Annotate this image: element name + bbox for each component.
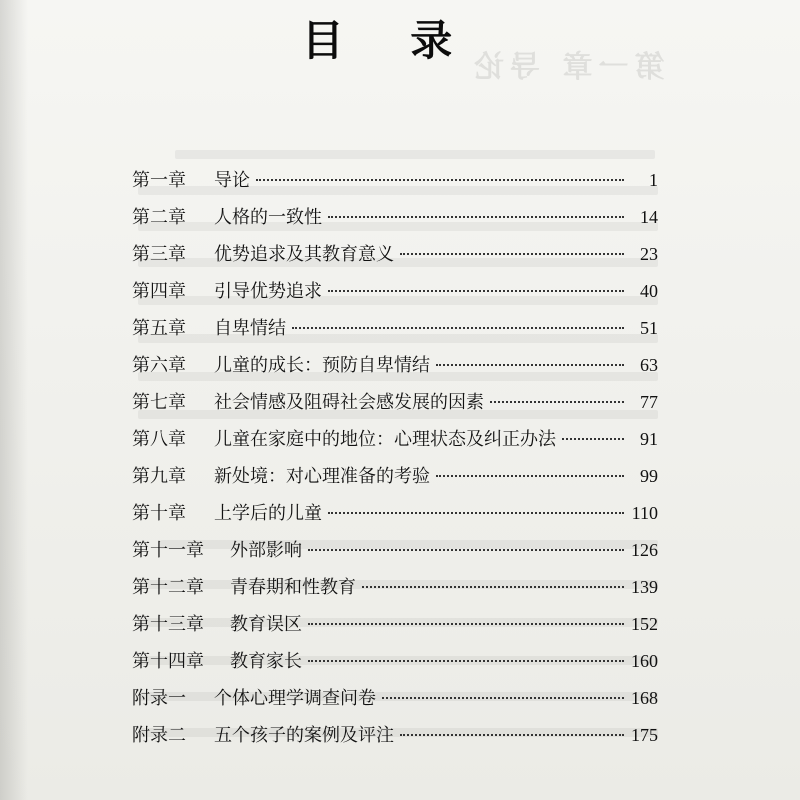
toc-chapter-label: 第六章	[132, 355, 186, 376]
toc-dot-leader	[436, 475, 624, 477]
toc-chapter-label: 第十章	[132, 503, 186, 524]
toc-entry	[132, 240, 658, 277]
toc-chapter-label: 第二章	[132, 207, 186, 228]
toc-entry	[132, 462, 658, 499]
toc-chapter-label: 第十三章	[132, 614, 204, 635]
toc-entry	[132, 610, 658, 647]
toc-entry	[132, 499, 658, 536]
toc-dot-leader	[400, 734, 624, 736]
toc-page-number: 77	[640, 392, 658, 412]
toc-chapter-label: 第十四章	[132, 651, 204, 672]
toc-chapter-label: 第三章	[132, 244, 186, 265]
toc-page-number: 110	[631, 503, 658, 523]
toc-page-number: 23	[640, 244, 658, 264]
toc-chapter-label: 第八章	[132, 429, 186, 450]
toc-dot-leader	[400, 253, 624, 255]
toc-dot-leader	[308, 660, 624, 662]
toc-page-number: 139	[631, 577, 658, 597]
toc-page-number: 175	[631, 725, 658, 745]
toc-dot-leader	[490, 401, 624, 403]
toc-entry-title: 导论	[214, 170, 250, 191]
toc-chapter-label: 第十二章	[132, 577, 204, 598]
toc-entry	[132, 388, 658, 425]
toc-entry-title: 教育家长	[230, 651, 302, 672]
toc-chapter-label: 附录二	[132, 725, 186, 746]
toc-entry-title: 青春期和性教育	[230, 577, 356, 598]
bleed-line	[175, 150, 655, 159]
toc-dot-leader	[328, 290, 624, 292]
toc-entry-title: 人格的一致性	[214, 207, 322, 228]
toc-entry-title: 自卑情结	[214, 318, 286, 339]
toc-dot-leader	[382, 697, 624, 699]
toc-dot-leader	[292, 327, 624, 329]
toc-dot-leader	[562, 438, 624, 440]
toc-entry-title: 个体心理学调查问卷	[214, 688, 376, 709]
toc-entry-title: 引导优势追求	[214, 281, 322, 302]
toc-entry-title: 新处境：对心理准备的考验	[214, 466, 430, 487]
toc-dot-leader	[308, 549, 624, 551]
toc-entry	[132, 425, 658, 462]
toc-chapter-label: 第十一章	[132, 540, 204, 561]
page-title: 目 录	[301, 16, 479, 65]
toc-entry	[132, 277, 658, 314]
toc-page-number: 40	[640, 281, 658, 301]
toc-entry	[132, 314, 658, 351]
toc-chapter-label: 第五章	[132, 318, 186, 339]
toc-entry	[132, 721, 658, 758]
toc-chapter-label: 第一章	[132, 170, 186, 191]
toc-page-number: 160	[631, 651, 658, 671]
toc-entry	[132, 647, 658, 684]
toc-page-number: 1	[649, 170, 658, 190]
toc-entry-title: 儿童在家庭中的地位：心理状态及纠正办法	[214, 429, 556, 450]
toc-dot-leader	[362, 586, 624, 588]
toc-entry-title: 上学后的儿童	[214, 503, 322, 524]
toc-page-number: 51	[640, 318, 658, 338]
toc-page-number: 168	[631, 688, 658, 708]
bleed-through-heading: 第一章 导论	[468, 50, 665, 85]
toc-page-number: 126	[631, 540, 658, 560]
toc-dot-leader	[328, 216, 624, 218]
toc-dot-leader	[256, 179, 624, 181]
toc-chapter-label: 第九章	[132, 466, 186, 487]
toc-entry-title: 五个孩子的案例及评注	[214, 725, 394, 746]
toc-chapter-label: 第七章	[132, 392, 186, 413]
toc-dot-leader	[436, 364, 624, 366]
toc-page-number: 14	[640, 207, 658, 227]
toc-entry-title: 外部影响	[230, 540, 302, 561]
toc-entry-title: 社会情感及阻碍社会感发展的因素	[214, 392, 484, 413]
toc-chapter-label: 第四章	[132, 281, 186, 302]
toc-page-number: 152	[631, 614, 658, 634]
toc-dot-leader	[308, 623, 624, 625]
toc-entry	[132, 536, 658, 573]
toc-chapter-label: 附录一	[132, 688, 186, 709]
toc-entry	[132, 573, 658, 610]
toc-page-number: 99	[640, 466, 658, 486]
toc-entry-title: 儿童的成长：预防自卑情结	[214, 355, 430, 376]
toc-page-number: 91	[640, 429, 658, 449]
toc-entry-title: 优势追求及其教育意义	[214, 244, 394, 265]
toc-dot-leader	[328, 512, 624, 514]
toc-entry	[132, 684, 658, 721]
toc-page-number: 63	[640, 355, 658, 375]
toc-entry-title: 教育误区	[230, 614, 302, 635]
toc-entry	[132, 351, 658, 388]
toc-entry	[132, 166, 658, 203]
table-of-contents	[132, 166, 658, 758]
toc-entry	[132, 203, 658, 240]
